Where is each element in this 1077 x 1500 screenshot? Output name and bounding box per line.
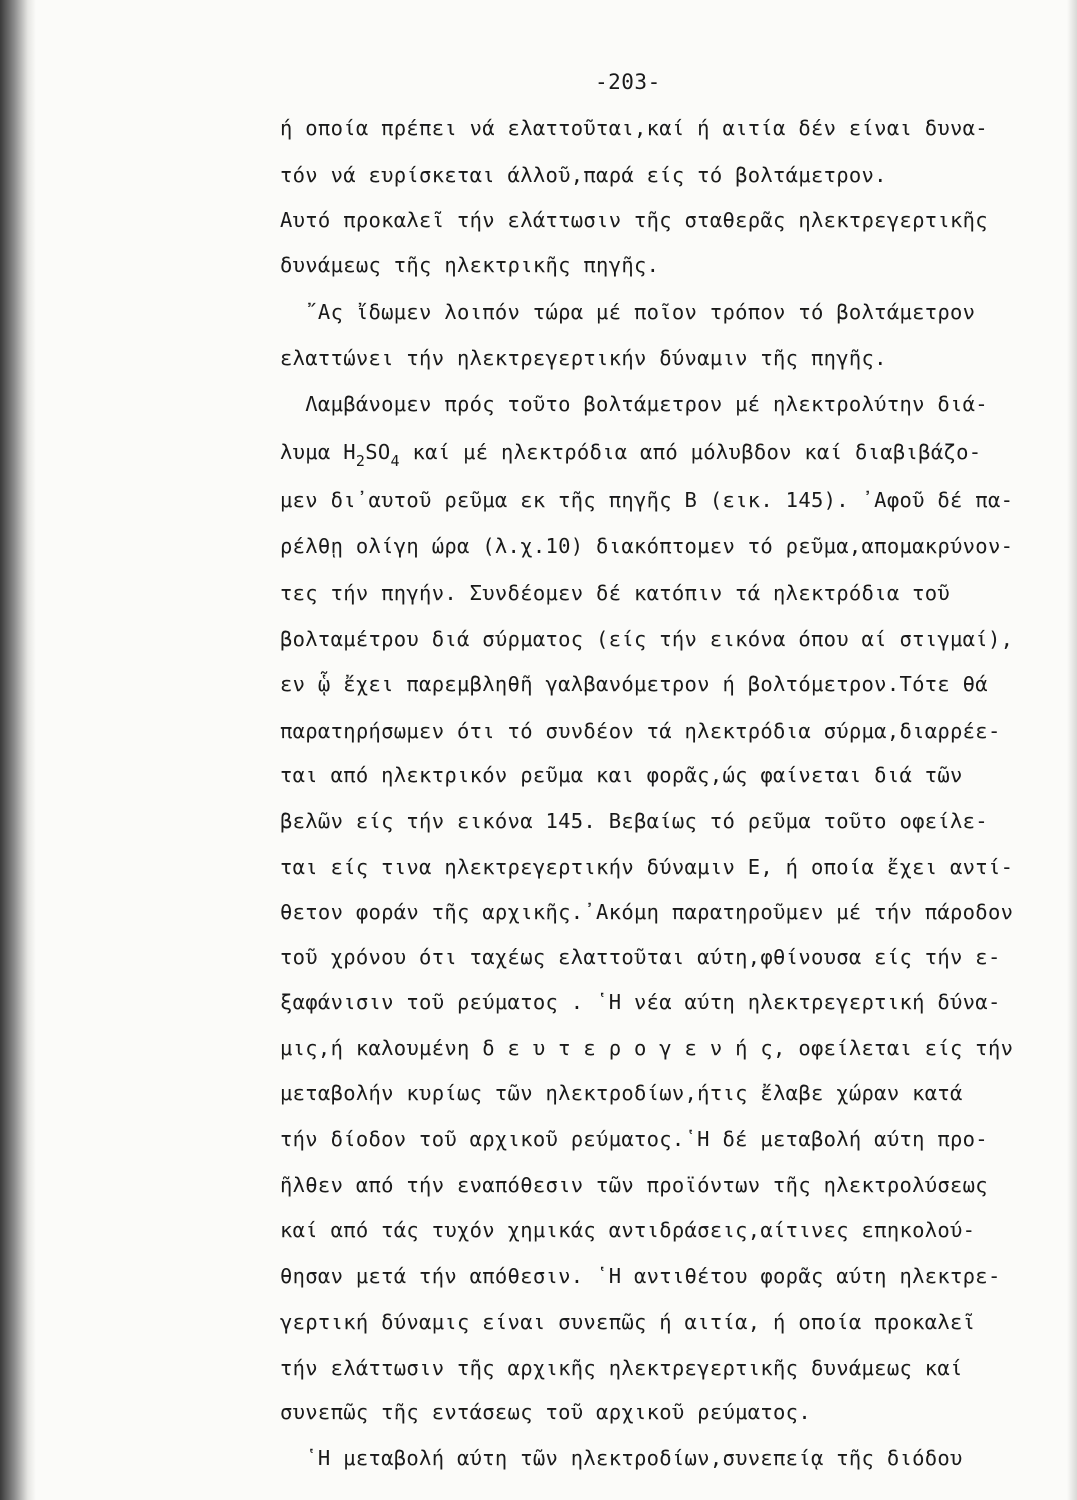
text-line: δυνάμεως τῆς ηλεκτρικῆς πηγῆς. bbox=[280, 253, 660, 277]
formula-after: καί μέ ηλεκτρόδια από μόλυβδον καί διαβιβάζο- bbox=[399, 440, 982, 464]
binding-shadow bbox=[0, 0, 36, 1500]
page-edge bbox=[1067, 0, 1077, 1500]
text-line: τήν ελάττωσιν τῆς αρχικῆς ηλεκτρεγερτικῆς δυνάμεως καί bbox=[280, 1356, 963, 1380]
text-line: συνεπῶς τῆς εντάσεως τοῦ αρχικοῦ ρεύματος. bbox=[280, 1400, 811, 1424]
text-line: τοῦ χρόνου ότι ταχέως ελαττοῦται αύτη,φθίνουσα είς τήν ε- bbox=[280, 945, 1001, 969]
text-line: τόν νά ευρίσκεται άλλοῦ,παρά είς τό βολτάμετρον. bbox=[280, 163, 887, 187]
text-line: Λαμβάνομεν πρός τοῦτο βολτάμετρον μέ ηλεκτρολύτην διά- bbox=[280, 392, 988, 416]
formula-line bbox=[280, 440, 982, 470]
text-line: θησαν μετά τήν απόθεσιν. ῾Η αντιθέτου φορᾶς αύτη ηλεκτρε- bbox=[280, 1264, 1001, 1288]
formula-sub-2: 2 bbox=[355, 452, 366, 470]
text-line: μις,ή καλουμένη δ ε υ τ ε ρ ο γ ε ν ή ς, οφείλεται είς τήν bbox=[280, 1036, 1014, 1060]
text-line: μεν δι᾽αυτοῦ ρεῦμα εκ τῆς πηγῆς Β (εικ. 145). ᾽Αφοῦ δέ πα- bbox=[280, 488, 1014, 512]
text-line: μεταβολήν κυρίως τῶν ηλεκτροδίων,ήτις ἔλαβε χώραν κατά bbox=[280, 1081, 963, 1105]
page-number: -203- bbox=[595, 70, 661, 94]
text-line: ῆλθεν από τήν εναπόθεσιν τῶν προϊόντων τῆς ηλεκτρολύσεως bbox=[280, 1173, 988, 1197]
text-line: εν ᾧ ἔχει παρεμβληθῆ γαλβανόμετρον ή βολτόμετρον.Τότε θά bbox=[280, 672, 988, 696]
formula-before: λυμα bbox=[280, 440, 344, 464]
formula-sub-4: 4 bbox=[390, 452, 400, 470]
text-line: τήν δίοδον τοῦ αρχικοῦ ρεύματος.῾Η δέ μεταβολή αύτη προ- bbox=[280, 1127, 988, 1151]
text-line: ῾Η μεταβολή αύτη τῶν ηλεκτροδίων,συνεπείᾳ τῆς διόδου bbox=[280, 1446, 963, 1470]
text-line: ται από ηλεκτρικόν ρεῦμα και φορᾶς,ώς φαίνεται διά τῶν bbox=[280, 763, 963, 787]
text-line: ξαφάνισιν τοῦ ρεύματος . ῾Η νέα αύτη ηλεκτρεγερτική δύνα- bbox=[280, 990, 1001, 1014]
text-line: βολταμέτρου διά σύρματος (είς τήν εικόνα όπου αί στιγμαί), bbox=[280, 627, 1014, 651]
text-line: τες τήν πηγήν. Συνδέομεν δέ κατόπιν τά ηλεκτρόδια τοῦ bbox=[280, 581, 951, 605]
text-line: ή οποία πρέπει νά ελαττοῦται,καί ή αιτία δέν είναι δυνα- bbox=[280, 116, 988, 140]
text-line: ῎Ας ἴδωμεν λοιπόν τώρα μέ ποῖον τρόπον τό βολτάμετρον bbox=[280, 300, 976, 324]
text-line: ελαττώνει τήν ηλεκτρεγερτικήν δύναμιν τῆς πηγῆς. bbox=[280, 346, 887, 370]
text-line: παρατηρήσωμεν ότι τό συνδέον τά ηλεκτρόδια σύρμα,διαρρέε- bbox=[280, 719, 1001, 743]
text-line: Αυτό προκαλεῖ τήν ελάττωσιν τῆς σταθερᾶς ηλεκτρεγερτικῆς bbox=[280, 208, 988, 232]
text-line: γερτική δύναμις είναι συνεπῶς ή αιτία, ή οποία προκαλεῖ bbox=[280, 1310, 976, 1334]
formula-h: H bbox=[343, 440, 356, 464]
text-line: καί από τάς τυχόν χημικάς αντιδράσεις,αίτινες επηκολού- bbox=[280, 1218, 976, 1242]
text-line: ται είς τινα ηλεκτρεγερτικήν δύναμιν Ε, ή οποία ἔχει αντί- bbox=[280, 855, 1014, 879]
text-line: θετον φοράν τῆς αρχικῆς.᾽Ακόμη παρατηροῦμεν μέ τήν πάροδον bbox=[280, 900, 1014, 924]
formula-so: SO bbox=[365, 440, 391, 464]
text-line: ρέλθῃ ολίγη ώρα (λ.χ.10) διακόπτομεν τό ρεῦμα,απομακρύνον- bbox=[280, 534, 1014, 558]
text-line: βελῶν είς τήν εικόνα 145. Βεβαίως τό ρεῦμα τοῦτο οφείλε- bbox=[280, 809, 988, 833]
